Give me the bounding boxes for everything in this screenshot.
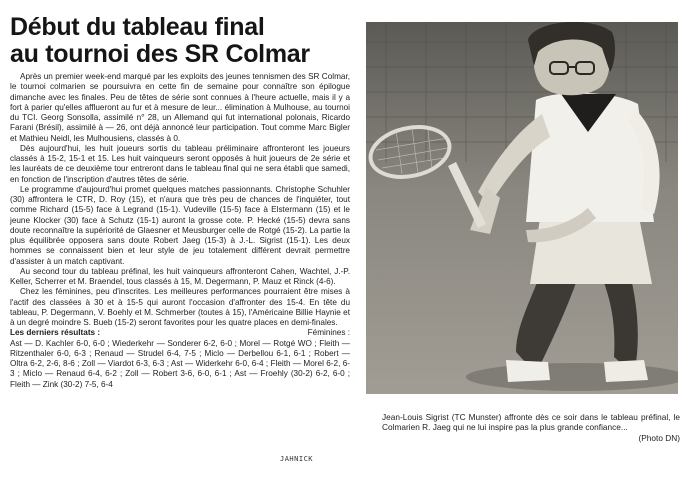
tennis-player-photo bbox=[366, 22, 678, 394]
paragraph-women: Chez les féminines, peu d'inscrites. Les meilleures performances pourraient être mises à l'actif des classées à 30 et à 15-5 qui auront l'occasion d'affronter des 15-4. En tête du tableau, P. Degermann, V. Boehly et M. Schmerber (toutes à 15), l'Américaine Billie Haynie et à un degré moindre S. Bueb (15-2) seront favorites pour les quatre places en demi-finales. bbox=[10, 287, 350, 327]
paragraph-second-round: Au second tour du tableau préfinal, les huit vainqueurs affronteront Cahen, Wachtel, J.-P. Keller, Scherrer et M. Braendel, tous classés à 15, M. Degermann, P. Mauz et Rinck (4-6). bbox=[10, 266, 350, 286]
headline-line-2: au tournoi des SR Colmar bbox=[10, 40, 310, 68]
author-signature: JAHNICK bbox=[280, 455, 314, 463]
photo-credit: (Photo DN) bbox=[638, 432, 680, 443]
results-heading: Les derniers résultats : bbox=[10, 328, 101, 338]
results-category: Féminines : bbox=[307, 328, 350, 338]
press-photo bbox=[366, 22, 678, 394]
headline bbox=[10, 14, 355, 68]
paragraph-programme: Le programme d'aujourd'hui promet quelques matches passionnants. Christophe Schuhler (30) affrontera le CTR, D. Roy (15), et n'aura que très peu de chances de l'inquiéter, tout comme Richard (15-5) face à Legrand (15-1). Vudeville (15-5) face à Elstermann (15) et le jeune Klocker (30) face à Schutz (15-1) auront la grosse cote. P. Hecké (15-5) devra sans doute reconnaître la supériorité de Glaesner et Meusburger celle de Rotgé (15-2). La partie la plus équilibrée opposera sans doute Robert Jaeg (15-3) à J.-L. Sigrist (15-1). Les deux hommes se connaissent bien et leur style de jeu totalement différent devrait permettre d'assister à un match captivant. bbox=[10, 184, 350, 266]
photo-caption bbox=[382, 412, 680, 443]
paragraph-intro: Après un premier week-end marqué par les exploits des jeunes tennismen des SR Colmar, le tournoi colmarien se poursuivra en cette fin de semaine pour connaître son épilogue dimanche avec les finales. Peu de têtes de série sont connues à l'heure actuelle, mais il y a fort à parier qu'elles afflueront au fur et à mesure de leur... élimination à Mulhouse, au tournoi du TCI. Georg Sonsolla, assimilé n° 28, un Allemand qui fut international polonais, Ricardo Farani (Brésil), assimilé à — 26, ont déjà annoncé leur participation. Tout comme Marc Bigler et Mathieu Neidl, les Mulhousiens, classés à 0. bbox=[10, 72, 350, 143]
caption-text: Jean-Louis Sigrist (TC Munster) affronte dès ce soir dans le tableau préfinal, le Colmarien R. Jaeg qui ne lui inspire pas la plus grande confiance... bbox=[382, 412, 680, 433]
results-list: Ast — D. Kachler 6-0, 6-0 ; Wiederkehr — Sonderer 6-2, 6-0 ; Morel — Rotgé WO ; Fleith — Ritzenthaler 6-0, 6-3 ; Renaud — Strudel 6-4, 7-5 ; Miclo — Derbellou 6-1, 6-1 ; Robert — Oltra 6-2, 2-6, 8-6 ; Zoll — Viardot 6-3, 6-3 ; Ast — Widerkehr 6-0, 6-4 ; Fleith — Morel 6-2, 6-3 ; Miclo — Renaud 6-4, 6-2 ; Zoll — Robert 3-6, 6-0, 6-1 ; Ast — Froehly (30-2) 6-2, 6-0 ; Fleith — Zink (30-2) 7-5, 6-4 bbox=[10, 338, 350, 389]
results-header-row bbox=[10, 328, 350, 338]
article-body bbox=[10, 72, 350, 390]
headline-line-1: Début du tableau final bbox=[10, 13, 265, 41]
paragraph-schedule: Dès aujourd'hui, les huit joueurs sortis du tableau préliminaire affronteront les joueurs classés à 15-2, 15-1 et 15. Les huit vainqueurs seront opposés à huit joueurs de 2e série et les lauréats de ce deuxième tour entreront dans le tableau final qui ne sera établi que samedi, en fonction de l'inscription d'autres têtes de série. bbox=[10, 143, 350, 184]
